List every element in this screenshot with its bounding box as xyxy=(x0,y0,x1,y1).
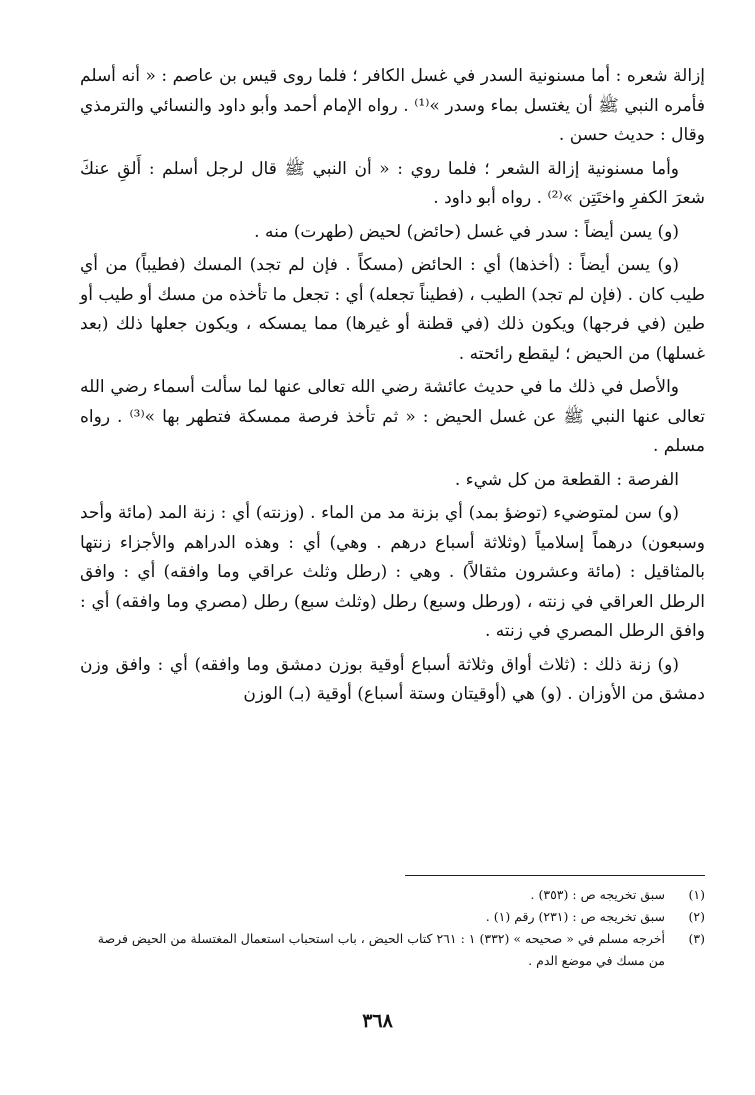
footnote-text: سبق تخريجه ص : (٢٣١) رقم (١) . xyxy=(485,909,665,924)
footnote-number: (٢) xyxy=(688,909,705,924)
main-text xyxy=(80,62,705,710)
paragraph: والأصل في ذلك ما في حديث عائشة رضي الله تعالى عنها لما سألت أسماء رضي الله تعالى عنها النبي ﷺ عن غسل الحيض : « ثم تأخذ فرصة ممسكة فتطهر بها »⁽³⁾ . رواه مسلم . xyxy=(80,377,705,456)
footnotes xyxy=(80,884,705,972)
paragraph: (و) يسن أيضاً : (أخذها) أي : الحائض (مسكاً . فإن لم تجد) المسك (فطيباً) من أي طيب كان . (فإن لم تجد) الطيب ، (فطيناً تجعله) أي : تجعل ما تأخذه من مسك أو طيب أو طين (في فرجها) ويكون ذلك (في قطنة أو غيرها) مما يمسكه ، ويكون جعلها ذلك (بعد غسلها) من الحيض ؛ ليقطع رائحته . xyxy=(80,255,705,364)
footnote xyxy=(80,928,705,972)
footnote xyxy=(80,906,705,928)
paragraph: الفرصة : القطعة من كل شيء . xyxy=(454,469,679,490)
paragraph: (و) سن لمتوضيء (توضؤ بمد) أي بزنة مد من الماء . (وزنته) أي : زنة المد (مائة وأحد وسبعون) درهماً إسلامياً (وثلاثة أسباع درهم . وهي) أي : وهذه الدراهم والأجزاء زنتها بالمثاقيل : (مائة وعشرون مثقالاً) . وهي : (رطل وثلث عراقي وما وافقه) أي : وافق الرطل العراقي في زنته ، (ورطل وسبع) رطل (وثلث سبع) رطل (مصري وما وافقه) أي : وافق الرطل المصري في زنته . xyxy=(80,503,705,641)
footnote-text: سبق تخريجه ص : (٣٥٣) . xyxy=(530,887,665,902)
footnote-text: أخرجه مسلم في « صحيحه » (٣٣٢) ١ : ٢٦١ كتاب الحيض ، باب استحباب استعمال المغتسلة من الحيض فرصة من مسك في موضع الدم . xyxy=(97,931,665,968)
paragraph: إزالة شعره : أما مسنونية السدر في غسل الكافر ؛ فلما روى قيس بن عاصم : « أنه أسلم فأمره النبي ﷺ أن يغتسل بماء وسدر »⁽¹⁾ . رواه الإمام أحمد وأبو داود والنسائي والترمذي وقال : حديث حسن . xyxy=(80,66,705,145)
footnote-number: (١) xyxy=(688,887,705,902)
page-number: ٣٦٨ xyxy=(362,1010,393,1032)
paragraph: وأما مسنونية إزالة الشعر ؛ فلما روي : « أن النبي ﷺ قال لرجل أسلم : أَلقِ عنكَ شعرَ الكفرِ واختَتِن »⁽²⁾ . رواه أبو داود . xyxy=(80,158,705,208)
footnote-number: (٣) xyxy=(688,931,705,946)
footnote-separator xyxy=(405,875,705,876)
paragraph: (و) زنة ذلك : (ثلاث أواق وثلاثة أسباع أوقية بوزن دمشق وما وافقه) أي : وافق وزن دمشق من الأوزان . (و) هي (أوقيتان وستة أسباع) أوقية (بـ) الوزن xyxy=(80,654,705,704)
paragraph: (و) يسن أيضاً : سدر في غسل (حائض) لحيض (طهرت) منه . xyxy=(254,221,679,242)
footnote xyxy=(80,884,705,906)
